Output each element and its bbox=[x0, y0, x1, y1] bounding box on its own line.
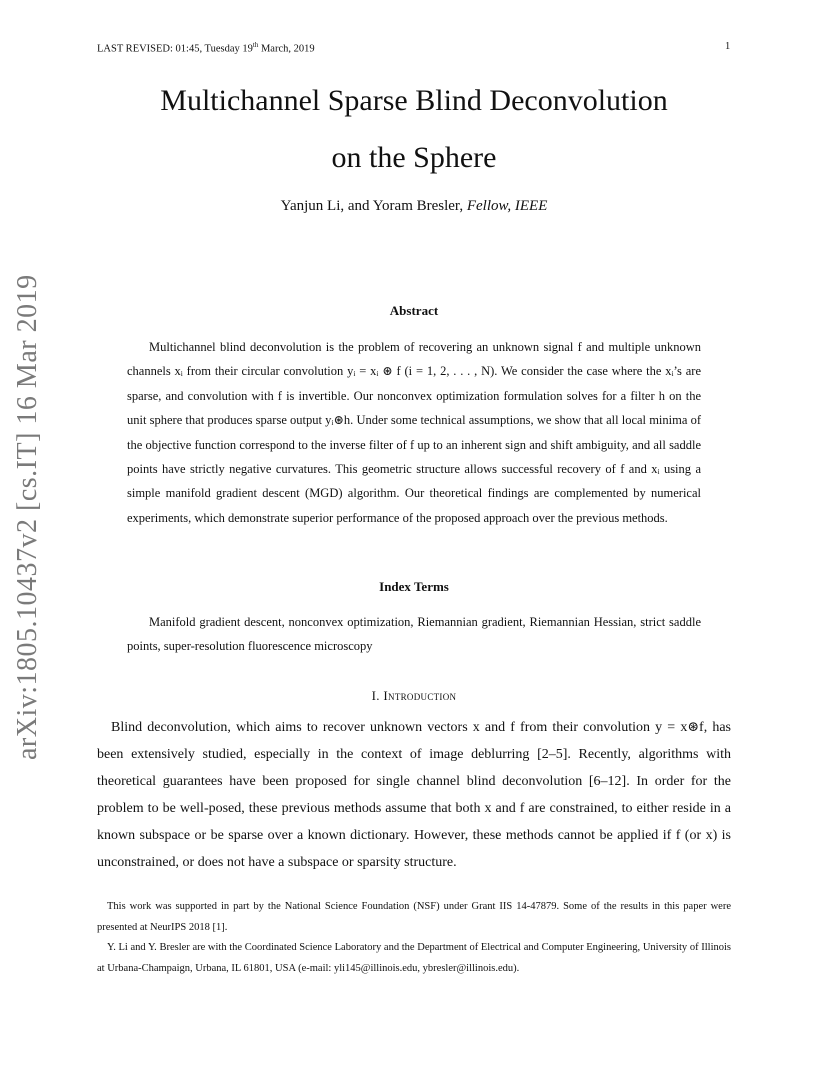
abstract-text: Multichannel blind deconvolution is the problem of recovering an unknown signal f and multiple unknown channels xᵢ from their circular convolution yᵢ = xᵢ ⊛ f (i = 1, 2, . . . , N). We consider the case where the xᵢ’s are sparse, and convolution with f is invertible. Our nonconvex optimization formulation solves for a filter h on the unit sphere that produces sparse output yᵢ⊛h. Under some technical assumptions, we show that all local minima of the objective function correspond to the inverse filter of f up to an inherent sign and shift ambiguity, and all saddle points have strictly negative curvatures. This geometric structure allows successful recovery of f and xᵢ using a simple manifold gradient descent (MGD) algorithm. Our theoretical findings are complemented by numerical experiments, which demonstrate superior performance of the proposed approach over the previous methods. bbox=[127, 340, 701, 525]
running-head-suffix: March, 2019 bbox=[258, 43, 315, 55]
intro-text: Blind deconvolution, which aims to recover unknown vectors x and f from their convolution y = x⊛f, has been extensively studied, especially in the context of image deblurring [2–5]. Recently, algorithms with theoretical guarantees have been proposed for single channel blind deconvolution [6–12]. In order for the problem to be well-posed, these previous methods assume that both x and f are constrained, to either reside in a known subspace or be sparse over a known dictionary. However, these methods cannot be applied if f (or x) is unconstrained, or does not have a subspace or sparsity structure. bbox=[97, 720, 731, 870]
arxiv-stamp: arXiv:1805.10437v2 [cs.IT] 16 Mar 2019 bbox=[12, 274, 43, 760]
abstract-heading: Abstract bbox=[389, 303, 439, 318]
author-names: Yanjun Li, and Yoram Bresler, bbox=[280, 198, 467, 214]
intro-heading bbox=[0, 688, 828, 704]
index-terms-text: Manifold gradient descent, nonconvex optimization, Riemannian gradient, Riemannian Hessian, strict saddle points, super-resolution fluorescence microscopy bbox=[127, 615, 701, 654]
running-head bbox=[97, 41, 315, 55]
footnote-affiliation bbox=[97, 937, 731, 979]
index-terms-body bbox=[127, 610, 701, 659]
running-head-prefix: LAST REVISED: 01:45, Tuesday 19 bbox=[97, 43, 253, 55]
footnote-affiliation-text: Y. Li and Y. Bresler are with the Coordinated Science Laboratory and the Department of Electrical and Computer Engineering, University of Illinois at Urbana-Champaign, Urbana, IL 61801, USA (e-mail: yli145@illinois.edu, ybresler@illinois.edu). bbox=[97, 942, 731, 974]
intro-number: I. bbox=[371, 688, 384, 703]
paper-title-line2: on the Sphere bbox=[331, 141, 497, 174]
abstract-body bbox=[127, 335, 701, 530]
author-affiliation: Fellow, IEEE bbox=[466, 198, 548, 214]
running-head-sup: th bbox=[252, 41, 259, 49]
intro-body bbox=[97, 714, 731, 876]
index-terms-heading: Index Terms bbox=[379, 579, 449, 594]
footnote-funding bbox=[97, 896, 731, 938]
author-list bbox=[0, 198, 828, 215]
paper-title-line1: Multichannel Sparse Blind Deconvolution bbox=[160, 84, 668, 117]
footnote-funding-text: This work was supported in part by the National Science Foundation (NSF) under Grant IIS 14-47879. Some of the results in this paper were presented at NeurIPS 2018 [1]. bbox=[97, 901, 731, 933]
intro-title: Introduction bbox=[383, 688, 457, 703]
page-number: 1 bbox=[725, 41, 731, 52]
